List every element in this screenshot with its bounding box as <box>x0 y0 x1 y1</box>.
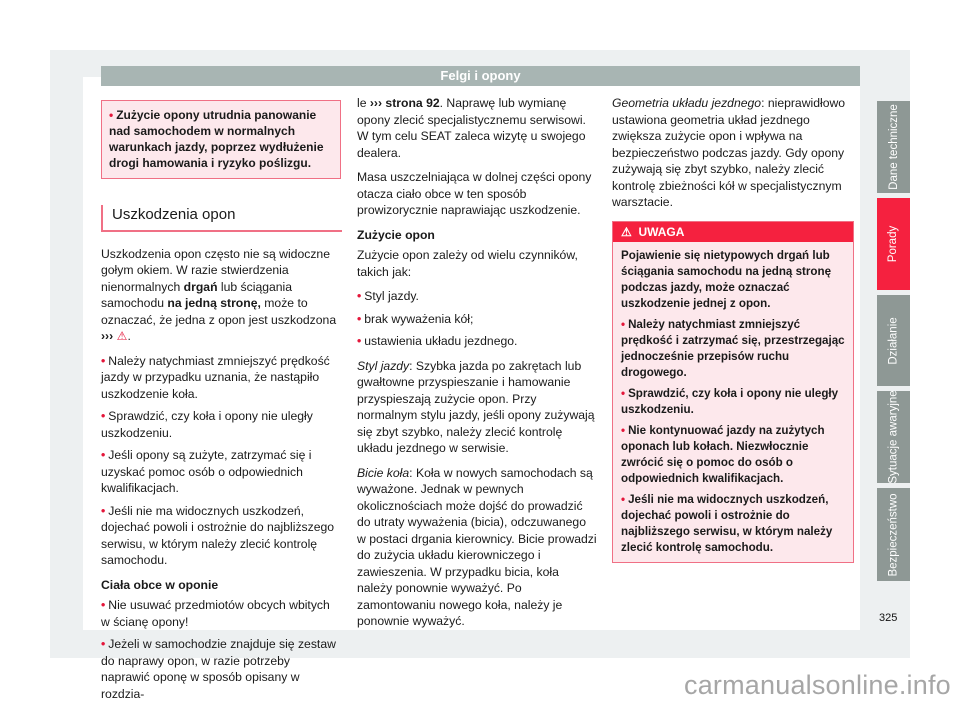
warning-triangle-icon: ⚠ <box>621 224 632 239</box>
tab-porady[interactable]: Porady <box>877 198 910 290</box>
cross-reference-link[interactable]: ››› <box>101 329 114 343</box>
section-title: Uszkodzenia opon <box>101 205 342 232</box>
middle-column <box>357 95 597 638</box>
intro-paragraph: Uszkodzenia opon często nie są widoczne gołym okiem. W razie stwierdzenia nienormalnych drgań lub ściągania samochodu na jedną stronę, może to oznaczać, że jedna z opon jest uszkodzona ››› ⚠. <box>101 246 337 343</box>
list-item: • Nie kontynuować jazdy na zużytych oponach lub kołach. Niezwłocznie zwrócić się o pomoc do osób o odpowiednich kwalifikacjach. <box>621 423 825 485</box>
list-item: • Sprawdzić, czy koła i opony nie uległy uszkodzeniu. <box>101 409 313 440</box>
bullet-icon: • <box>101 503 106 518</box>
bullet-icon: • <box>101 448 106 462</box>
subheading-tire-wear: Zużycie opon <box>357 227 435 242</box>
list-item: • Jeśli nie ma widocznych uszkodzeń, dojechać powoli i ostrożnie do najbliższego serwisu, w którym należy zlecić kontrolę samochodu. <box>101 503 335 567</box>
right-column <box>612 95 852 563</box>
caution-intro: Pojawienie się nietypowych drgań lub ściągania samochodu na jedną stronę podczas jazdy, może oznaczać uszkodzenie jednej z opon. <box>621 248 832 310</box>
tab-sytuacje-awaryjne[interactable]: Sytuacje awaryjne <box>877 391 910 483</box>
tab-bezpieczenstwo[interactable]: Bezpieczeństwo <box>877 488 910 581</box>
left-column <box>101 95 341 708</box>
caution-header <box>613 222 853 242</box>
list-item: • Należy natychmiast zmniejszyć prędkość i zatrzymać się, przestrzegając jednocześnie przepisów ruchu drogowego. <box>621 317 845 379</box>
caution-box <box>612 221 854 563</box>
bullet-icon: • <box>621 423 626 437</box>
bullet-icon: • <box>101 598 106 612</box>
list-item: • Jeśli nie ma widocznych uszkodzeń, dojechać powoli i ostrożnie do najbliższego serwisu, w którym należy zlecić kontrolę samochodu. <box>621 492 833 554</box>
list-item: • Jeżeli w samochodzie znajduje się zestaw do naprawy opon, w razie potrzeby naprawić oponę w sposób opisany w rozdzia- <box>101 637 336 701</box>
page-reference-link[interactable]: ››› strona 92 <box>369 96 440 110</box>
list-item: • Należy natychmiast zmniejszyć prędkość jazdy w przypadku uznania, że nastąpiło uszkodzenie koła. <box>101 353 330 401</box>
tab-dzialanie[interactable]: Działanie <box>877 295 910 386</box>
list-item: • Sprawdzić, czy koła i opony nie uległy uszkodzeniu. <box>621 386 839 416</box>
bullet-icon: • <box>357 334 362 348</box>
bullet-icon: • <box>101 637 106 651</box>
caution-body <box>613 242 853 562</box>
subheading-foreign-objects: Ciała obce w oponie <box>101 577 219 592</box>
bullet-icon: • <box>101 409 106 423</box>
driving-style-paragraph: Styl jazdy: Szybka jazda po zakrętach lub gwałtowne przyspieszanie i hamowanie przyspieszają zużycie opon. Przy normalnym stylu jazdy, jeśli opony zużywają się zbyt szybko, należy zlecić kontrolę układu jezdnego w serwisie. <box>357 358 595 455</box>
caution-title: UWAGA <box>638 224 685 239</box>
list-item: • Jeśli opony są zużyte, zatrzymać się i uzyskać pomoc osób o odpowiednich kwalifikacjach. <box>101 448 312 495</box>
bullet-icon: • <box>621 386 626 400</box>
list-item: • brak wyważenia kół; <box>357 311 474 326</box>
continuation-paragraph: le ››› strona 92. Naprawę lub wymianę opony zlecić specjalistycznemu serwisowi. W tym celu SEAT zaleca wizytę u swojego dealera. <box>357 96 586 160</box>
bullet-icon: • <box>621 492 626 506</box>
tire-wear-warning-box: • Zużycie opony utrudnia panowanie nad samochodem w normalnych warunkach jazdy, poprzez wydłużenie drogi hamowania i ryzyko poślizgu. <box>101 100 341 179</box>
list-item: • Styl jazdy. <box>357 289 419 303</box>
bullet-icon: • <box>357 311 362 326</box>
tab-dane-techniczne[interactable]: Dane techniczne <box>877 101 910 193</box>
bullet-icon: • <box>101 353 106 368</box>
list-item: • Nie usuwać przedmiotów obcych wbitych w ścianę opony! <box>101 598 330 629</box>
list-item: • ustawienia układu jezdnego. <box>357 334 518 348</box>
page-number: 325 <box>879 612 898 624</box>
chapter-header <box>101 66 860 86</box>
watermark: carmanualsonline.info <box>684 670 951 700</box>
warning-triangle-icon[interactable]: ⚠ <box>116 329 128 343</box>
geometry-paragraph: Geometria układu jezdnego: nieprawidłowo ustawiona geometria układ jezdnego zwiększa zużycie opon i wpływa na bezpieczeństwo podczas jazdy. Gdy opony zużywają się zbyt szybko, należy zlecić kontrolę zbieżności kół w specjalistycznym warsztacie. <box>612 96 846 209</box>
sealant-paragraph: Masa uszczelniająca w dolnej części opony otacza ciało obce w ten sposób prowizorycznie naprawiając uszkodzenie. <box>357 170 592 217</box>
bullet-icon: • <box>109 108 114 122</box>
bullet-icon: • <box>357 289 362 303</box>
wheel-runout-paragraph: Bicie koła: Koła w nowych samochodach są wyważone. Jednak w pewnych okolicznościach może dojść do prowadzić do utraty wyważenia (bicia), odczuwanego w postaci drgania kierownicy. Bicie prowadzi do zużycia układu kierowniczego i zawieszenia. W przypadku bicia, koła należy ponownie wyważyć. Po zamontowaniu nowego koła, należy je ponownie wyważyć. <box>357 465 597 628</box>
chapter-title: Felgi i opony <box>440 68 521 83</box>
bullet-icon: • <box>621 317 626 331</box>
wear-intro: Zużycie opon zależy od wielu czynników, takich jak: <box>357 248 578 279</box>
